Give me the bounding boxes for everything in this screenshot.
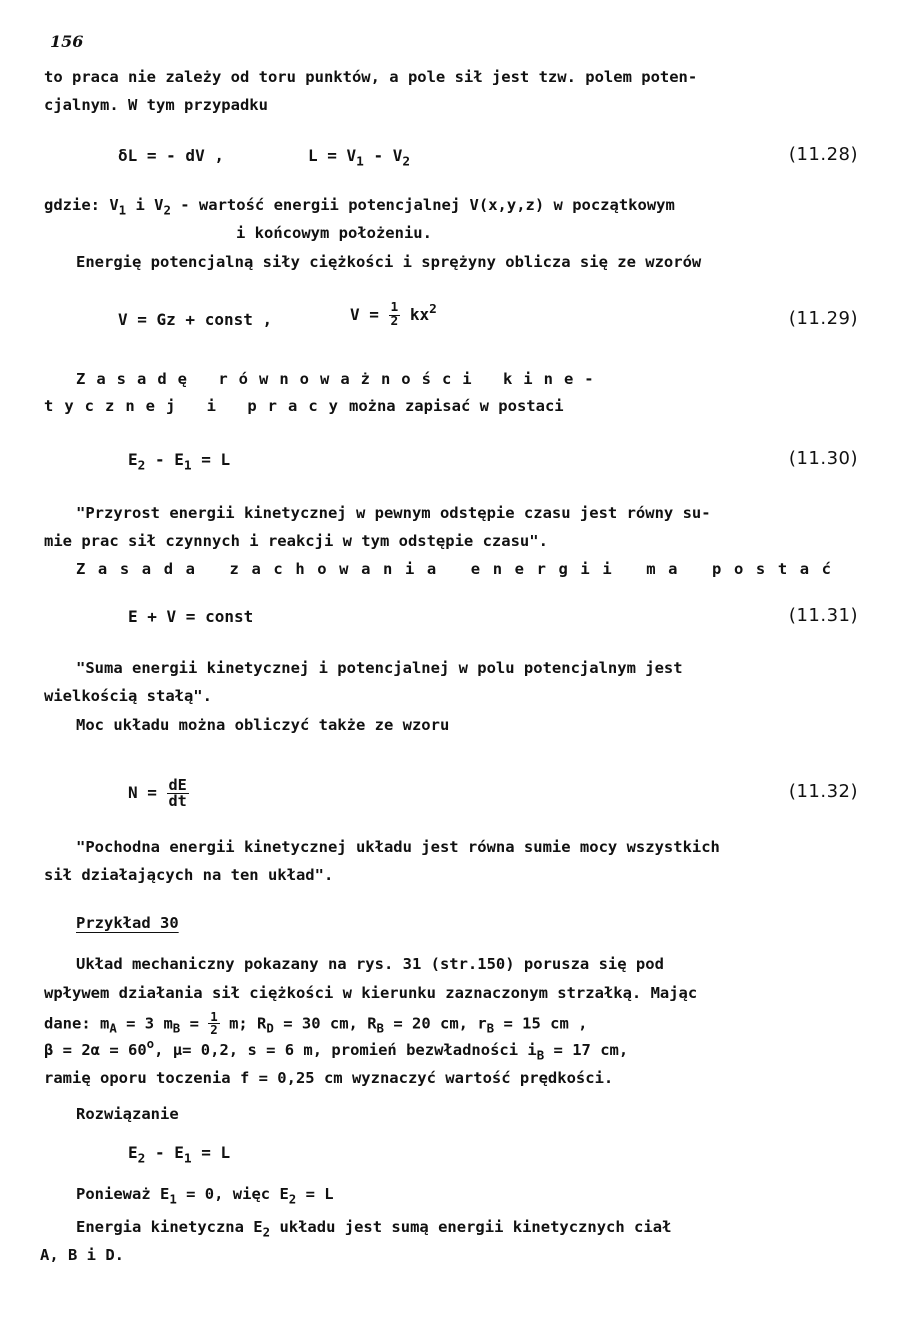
equation-number: (11.30): [788, 448, 858, 469]
quote-line: "Suma energii kinetycznej i potencjalnej w polu potencjalnym jest: [76, 659, 683, 677]
equation-11-31: E + V = const: [128, 607, 254, 626]
quote-line: "Przyrost energii kinetycznej w pewnym odstępie czasu jest równy su-: [76, 504, 711, 522]
example-line: Układ mechaniczny pokazany na rys. 31 (str.150) porusza się pod: [76, 955, 664, 973]
solution-line: A, B i D.: [40, 1246, 124, 1264]
quote-line: "Pochodna energii kinetycznej układu jest równa sumie mocy wszystkich: [76, 838, 720, 856]
equation-number: (11.31): [788, 605, 858, 626]
page-number: 156: [50, 32, 84, 51]
spaced-heading: Zasadę równoważności kine-: [76, 370, 605, 388]
equation-11-29-part-b: V = $\frac{1}{2}$ $kx^2$: [350, 300, 437, 329]
equation-11-30: $E_2 - E_1 = L$: [128, 450, 231, 474]
gdzie-line-2: i końcowym położeniu.: [236, 224, 432, 242]
equation-number: (11.29): [788, 308, 858, 329]
solution-line: Energia kinetyczna $E_2$ układu jest sumą energii kinetycznych ciał: [76, 1218, 672, 1240]
quote-line: mie prac sił czynnych i reakcji w tym odstępie czasu".: [44, 532, 548, 550]
example-line-data: $\beta = 2\alpha = 60^o$, μ= 0,2, s = 6 m, promień bezwładności $i_B = 17$ cm,: [44, 1036, 629, 1063]
gdzie-line: gdzie: $V_1$ i $V_2$ - wartość energii potencjalnej V(x,y,z) w początkowym: [44, 196, 675, 218]
equation-11-32: N = $\frac{dE}{dt}$: [128, 776, 187, 811]
paragraph-line: tycznej i pracymożna zapisać w postaci: [44, 397, 564, 415]
paragraph-line: Moc układu można obliczyć także ze wzoru: [76, 716, 450, 734]
paragraph-line: Energię potencjalną siły ciężkości i sprężyny oblicza się ze wzorów: [76, 253, 702, 271]
example-title: Przykład 30: [76, 914, 179, 932]
paragraph-line: to praca nie zależy od toru punktów, a pole sił jest tzw. polem poten-: [44, 68, 698, 86]
example-line: ramię oporu toczenia f = 0,25 cm wyznaczyć wartość prędkości.: [44, 1069, 614, 1087]
solution-heading: Rozwiązanie: [76, 1105, 179, 1123]
example-line-data: dane: $m_A = 3$ $m_B$ = $\frac{1}{2}$ m; $R_D = 30$ cm, $R_B = 20$ cm, $r_B = 15$ cm ,: [44, 1009, 588, 1038]
solution-equation: $E_2 - E_1 = L$: [128, 1143, 231, 1167]
quote-line: wielkością stałą".: [44, 687, 212, 705]
equation-11-28-part-a: δL = - dV ,: [118, 146, 224, 165]
equation-number: (11.32): [788, 781, 858, 802]
example-line: wpływem działania sił ciężkości w kierunku zaznaczonym strzałką. Mając: [44, 984, 698, 1002]
equation-11-29-part-a: V = Gz + const ,: [118, 310, 273, 329]
solution-line: Ponieważ $E_1 = 0$, więc $E_2 = L$: [76, 1185, 334, 1207]
spaced-heading: Zasada zachowania energii ma postać: [76, 560, 844, 578]
paragraph-line: cjalnym. W tym przypadku: [44, 96, 268, 114]
quote-line: sił działających na ten układ".: [44, 866, 334, 884]
equation-number: (11.28): [788, 144, 858, 165]
equation-11-28-part-b: $L = V_1 - V_2$: [308, 146, 411, 170]
